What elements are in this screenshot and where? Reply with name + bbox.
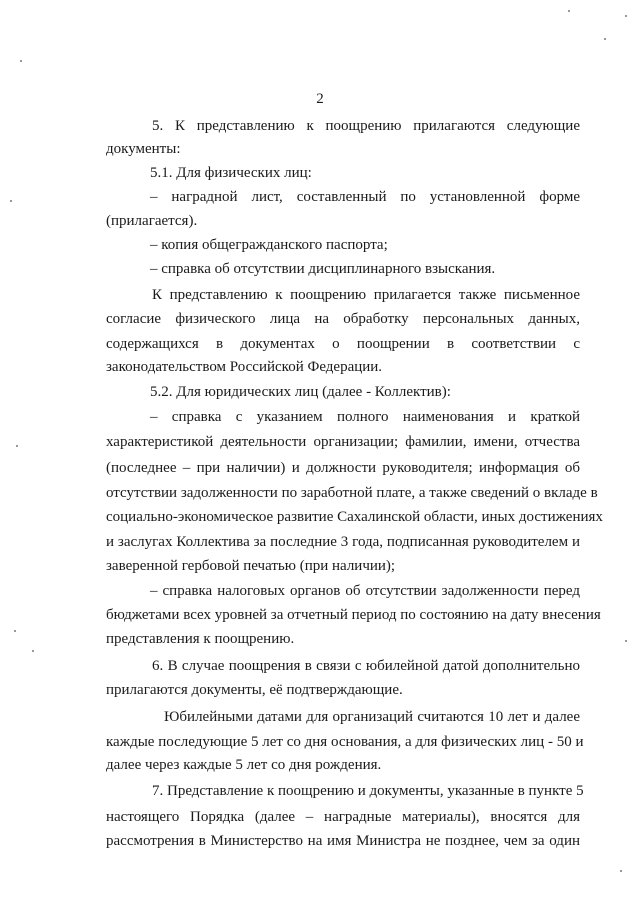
text-line: прилагаются документы, её подтверждающие.: [106, 682, 403, 698]
text-line: каждые последующие 5 лет со дня основания, а для физических лиц - 50 и: [106, 734, 584, 750]
text-line: 5.2. Для юридических лиц (далее - Коллектив):: [150, 384, 451, 400]
text-line: (последнее – при наличии) и должности руководителя; информация об: [106, 460, 580, 476]
text-line: 7. Представление к поощрению и документы, указанные в пункте 5: [152, 783, 584, 799]
text-line: характеристикой деятельности организации; фамилии, имени, отчества: [106, 434, 580, 450]
scan-speck: [14, 630, 16, 632]
text-line: Юбилейными датами для организаций считаются 10 лет и далее: [164, 709, 580, 725]
text-line: – справка с указанием полного наименования и краткой: [150, 409, 580, 425]
scan-speck: [568, 10, 570, 12]
scan-speck: [32, 650, 34, 652]
text-line: представления к поощрению.: [106, 631, 295, 647]
text-line: (прилагается).: [106, 213, 198, 229]
text-line: настоящего Порядка (далее – наградные материалы), вносятся для: [106, 809, 580, 825]
text-line: заверенной гербовой печатью (при наличии);: [106, 558, 396, 574]
text-line: законодательством Российской Федерации.: [106, 359, 383, 375]
text-line: социально-экономическое развитие Сахалинской области, иных достижениях: [106, 509, 603, 525]
text-line: документы:: [106, 141, 181, 157]
scan-speck: [16, 445, 18, 447]
scan-speck: [625, 15, 627, 17]
text-line: рассмотрения в Министерство на имя Министра не позднее, чем за один: [106, 833, 580, 849]
scan-speck: [620, 870, 622, 872]
text-line: – справка об отсутствии дисциплинарного взыскания.: [150, 261, 496, 277]
text-line: и заслугах Коллектива за последние 3 года, подписанная руководителем и: [106, 534, 580, 550]
text-line: бюджетами всех уровней за отчетный период по состоянию на дату внесения: [106, 607, 601, 623]
text-line: – наградной лист, составленный по установленной форме: [150, 189, 580, 205]
text-line: 5. К представлению к поощрению прилагаются следующие: [152, 118, 580, 134]
text-line: согласие физического лица на обработку персональных данных,: [106, 311, 580, 327]
text-line: 5.1. Для физических лиц:: [150, 165, 312, 181]
scan-speck: [604, 38, 606, 40]
text-line: отсутствии задолженности по заработной плате, а также сведений о вкладе в: [106, 485, 598, 501]
text-line: К представлению к поощрению прилагается также письменное: [152, 287, 580, 303]
page-number: 2: [316, 91, 324, 107]
text-line: далее через каждые 5 лет со дня рождения.: [106, 757, 382, 773]
scan-speck: [625, 640, 627, 642]
text-line: – копия общегражданского паспорта;: [150, 237, 388, 253]
scan-speck: [20, 60, 22, 62]
scan-speck: [10, 200, 12, 202]
text-line: 6. В случае поощрения в связи с юбилейной датой дополнительно: [152, 658, 580, 674]
text-line: – справка налоговых органов об отсутствии задолженности перед: [150, 583, 580, 599]
text-line: содержащихся в документах о поощрении в соответствии с: [106, 336, 580, 352]
